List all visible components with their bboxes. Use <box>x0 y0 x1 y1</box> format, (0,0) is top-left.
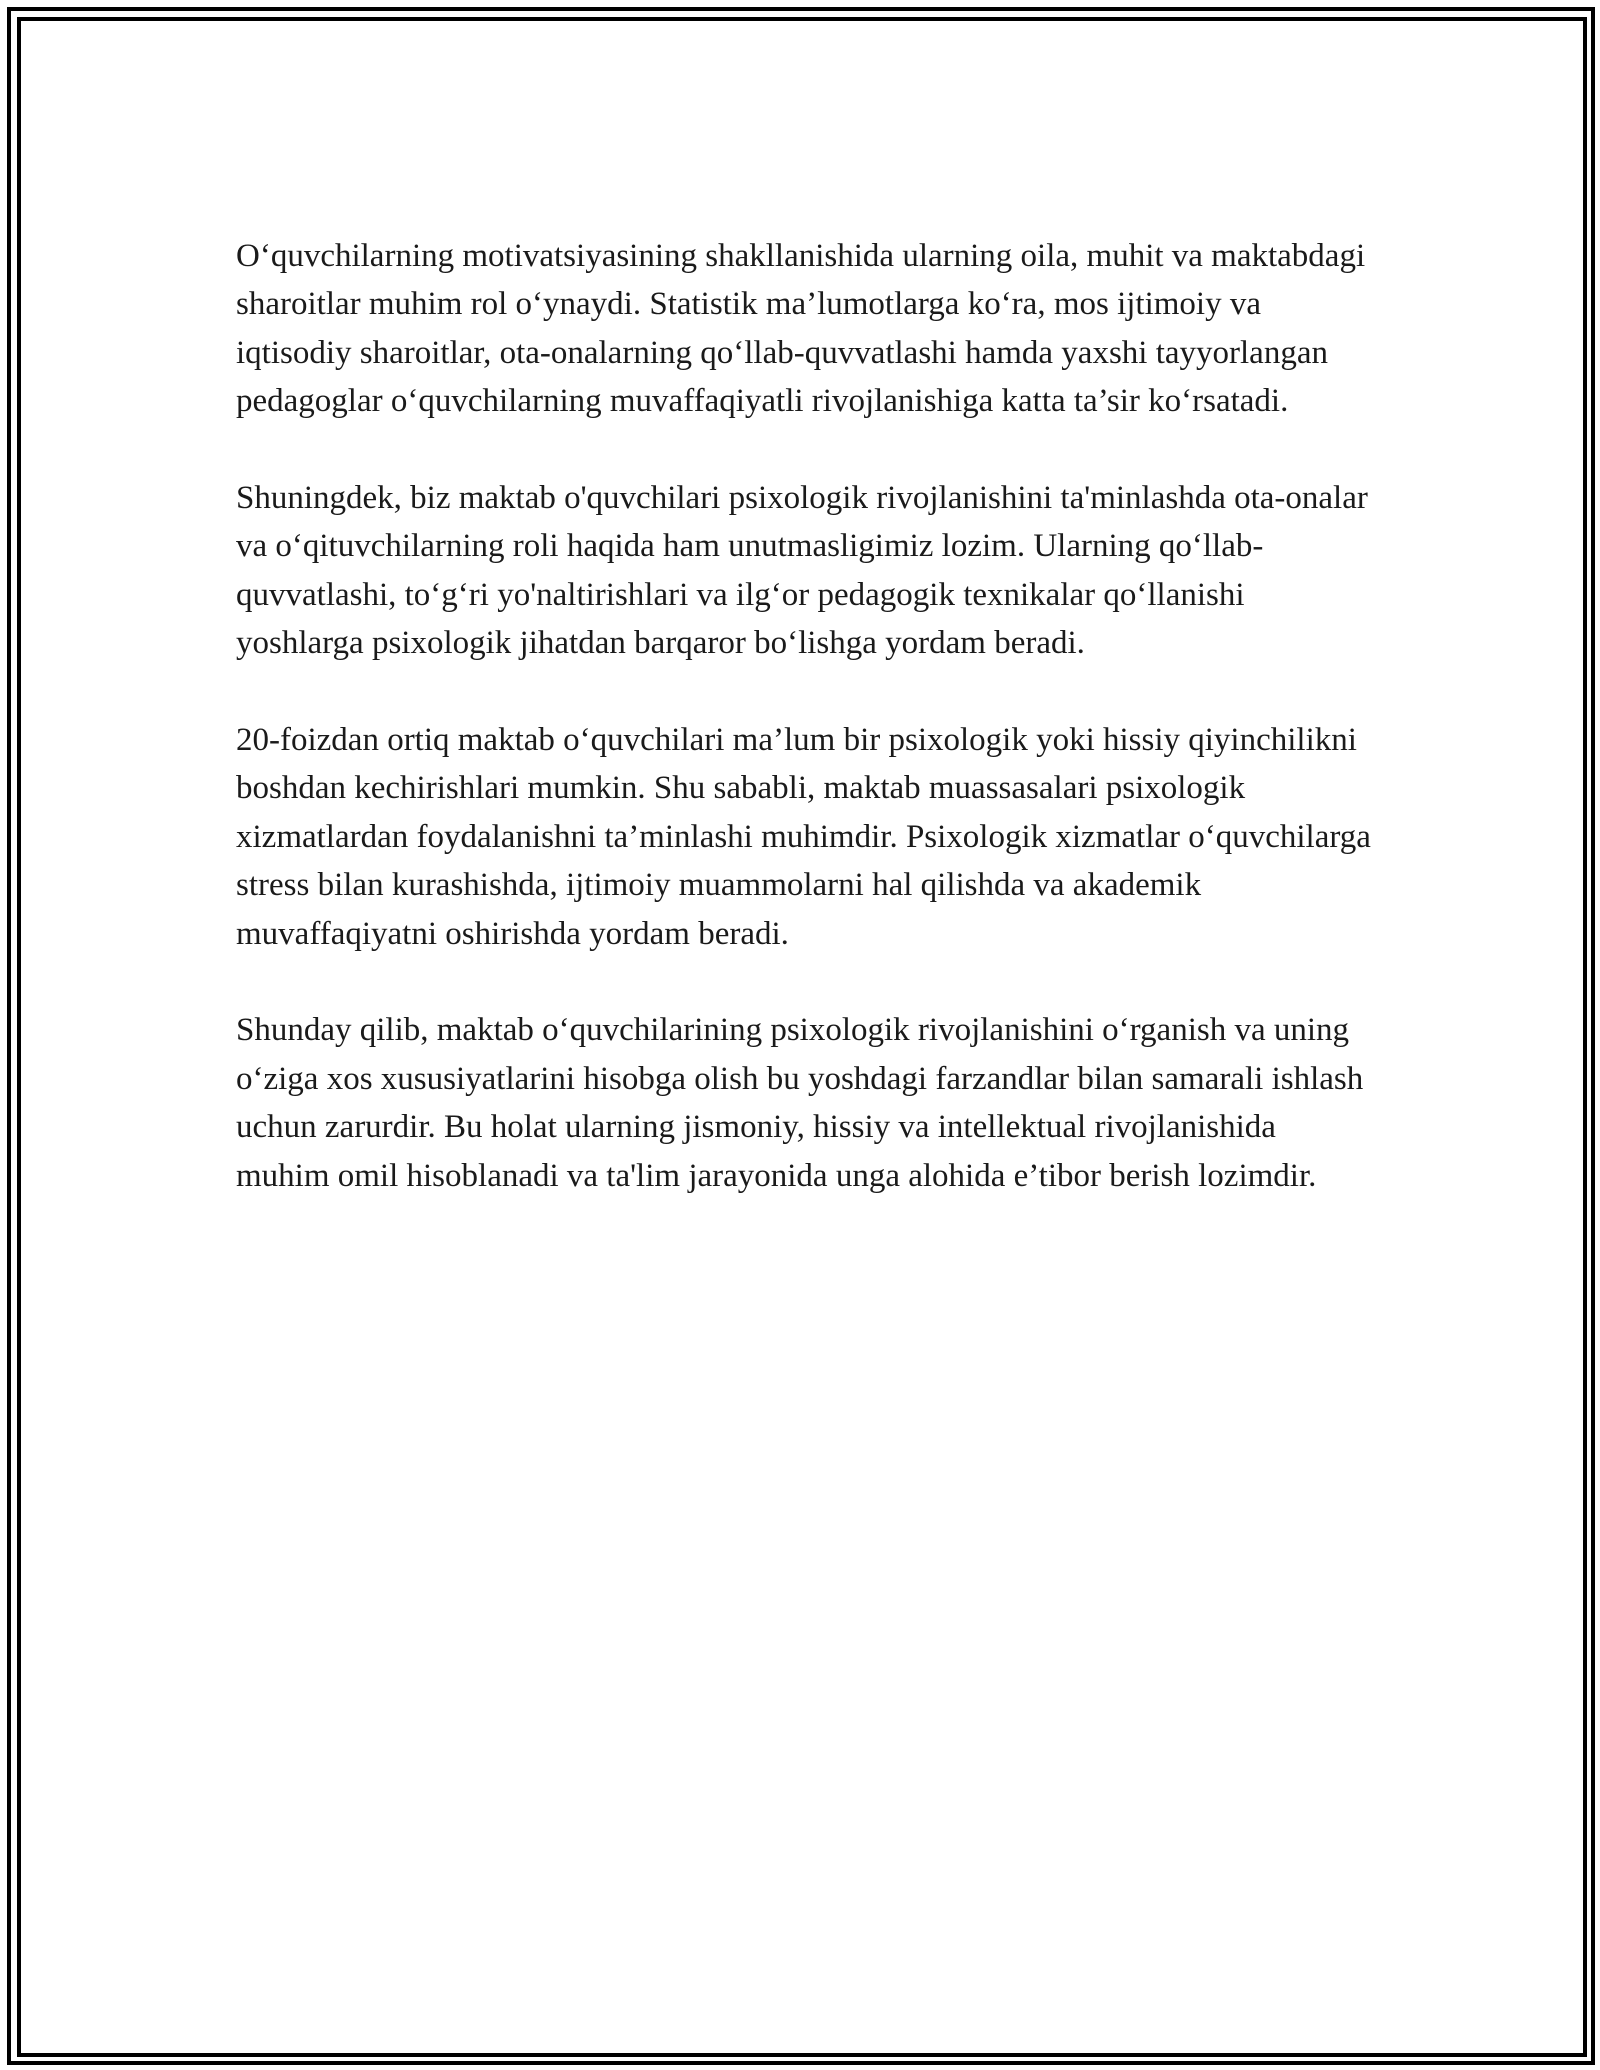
paragraph: O‘quvchilarning motivatsiyasining shakllanishida ularning oila, muhit va maktabdagi sharoitlar muhim rol o‘ynaydi. Statistik ma’lumotlarga ko‘ra, mos ijtimoiy va iqtisodiy sharoitlar, ota-onalarning qo‘llab-quvvatlashi hamda yaxshi tayyorlangan pedagoglar o‘quvchilarning muvaffaqiyatli rivojlanishiga katta ta’sir ko‘rsatadi. <box>236 238 1366 420</box>
document-body <box>236 232 1376 1248</box>
paragraph: Shuningdek, biz maktab o'quvchilari psixologik rivojlanishini ta'minlashda ota-onalar va o‘qituvchilarning roli haqida ham unutmasligimiz lozim. Ularning qo‘llab-quvvatlashi, to‘g‘ri yo'naltirishlari va ilg‘or pedagogik texnikalar qo‘llanishi yoshlarga psixologik jihatdan barqaror bo‘lishga yordam beradi. <box>236 480 1368 662</box>
paragraph: 20-foizdan ortiq maktab o‘quvchilari ma’lum bir psixologik yoki hissiy qiyinchilikni boshdan kechirishlari mumkin. Shu sababli, maktab muassasalari psixologik xizmatlardan foydalanishni ta’minlashi muhimdir. Psixologik xizmatlar o‘quvchilarga stress bilan kurashishda, ijtimoiy muammolarni hal qilishda va akademik muvaffaqiyatni oshirishda yordam beradi. <box>236 722 1371 952</box>
paragraph: Shunday qilib, maktab o‘quvchilarining psixologik rivojlanishini o‘rganish va uning o‘ziga xos xususiyatlarini hisobga olish bu yoshdagi farzandlar bilan samarali ishlash uchun zarurdir. Bu holat ularning jismoniy, hissiy va intellektual rivojlanishida muhim omil hisoblanadi va ta'lim jarayonida unga alohida e’tibor berish lozimdir. <box>236 1012 1364 1194</box>
